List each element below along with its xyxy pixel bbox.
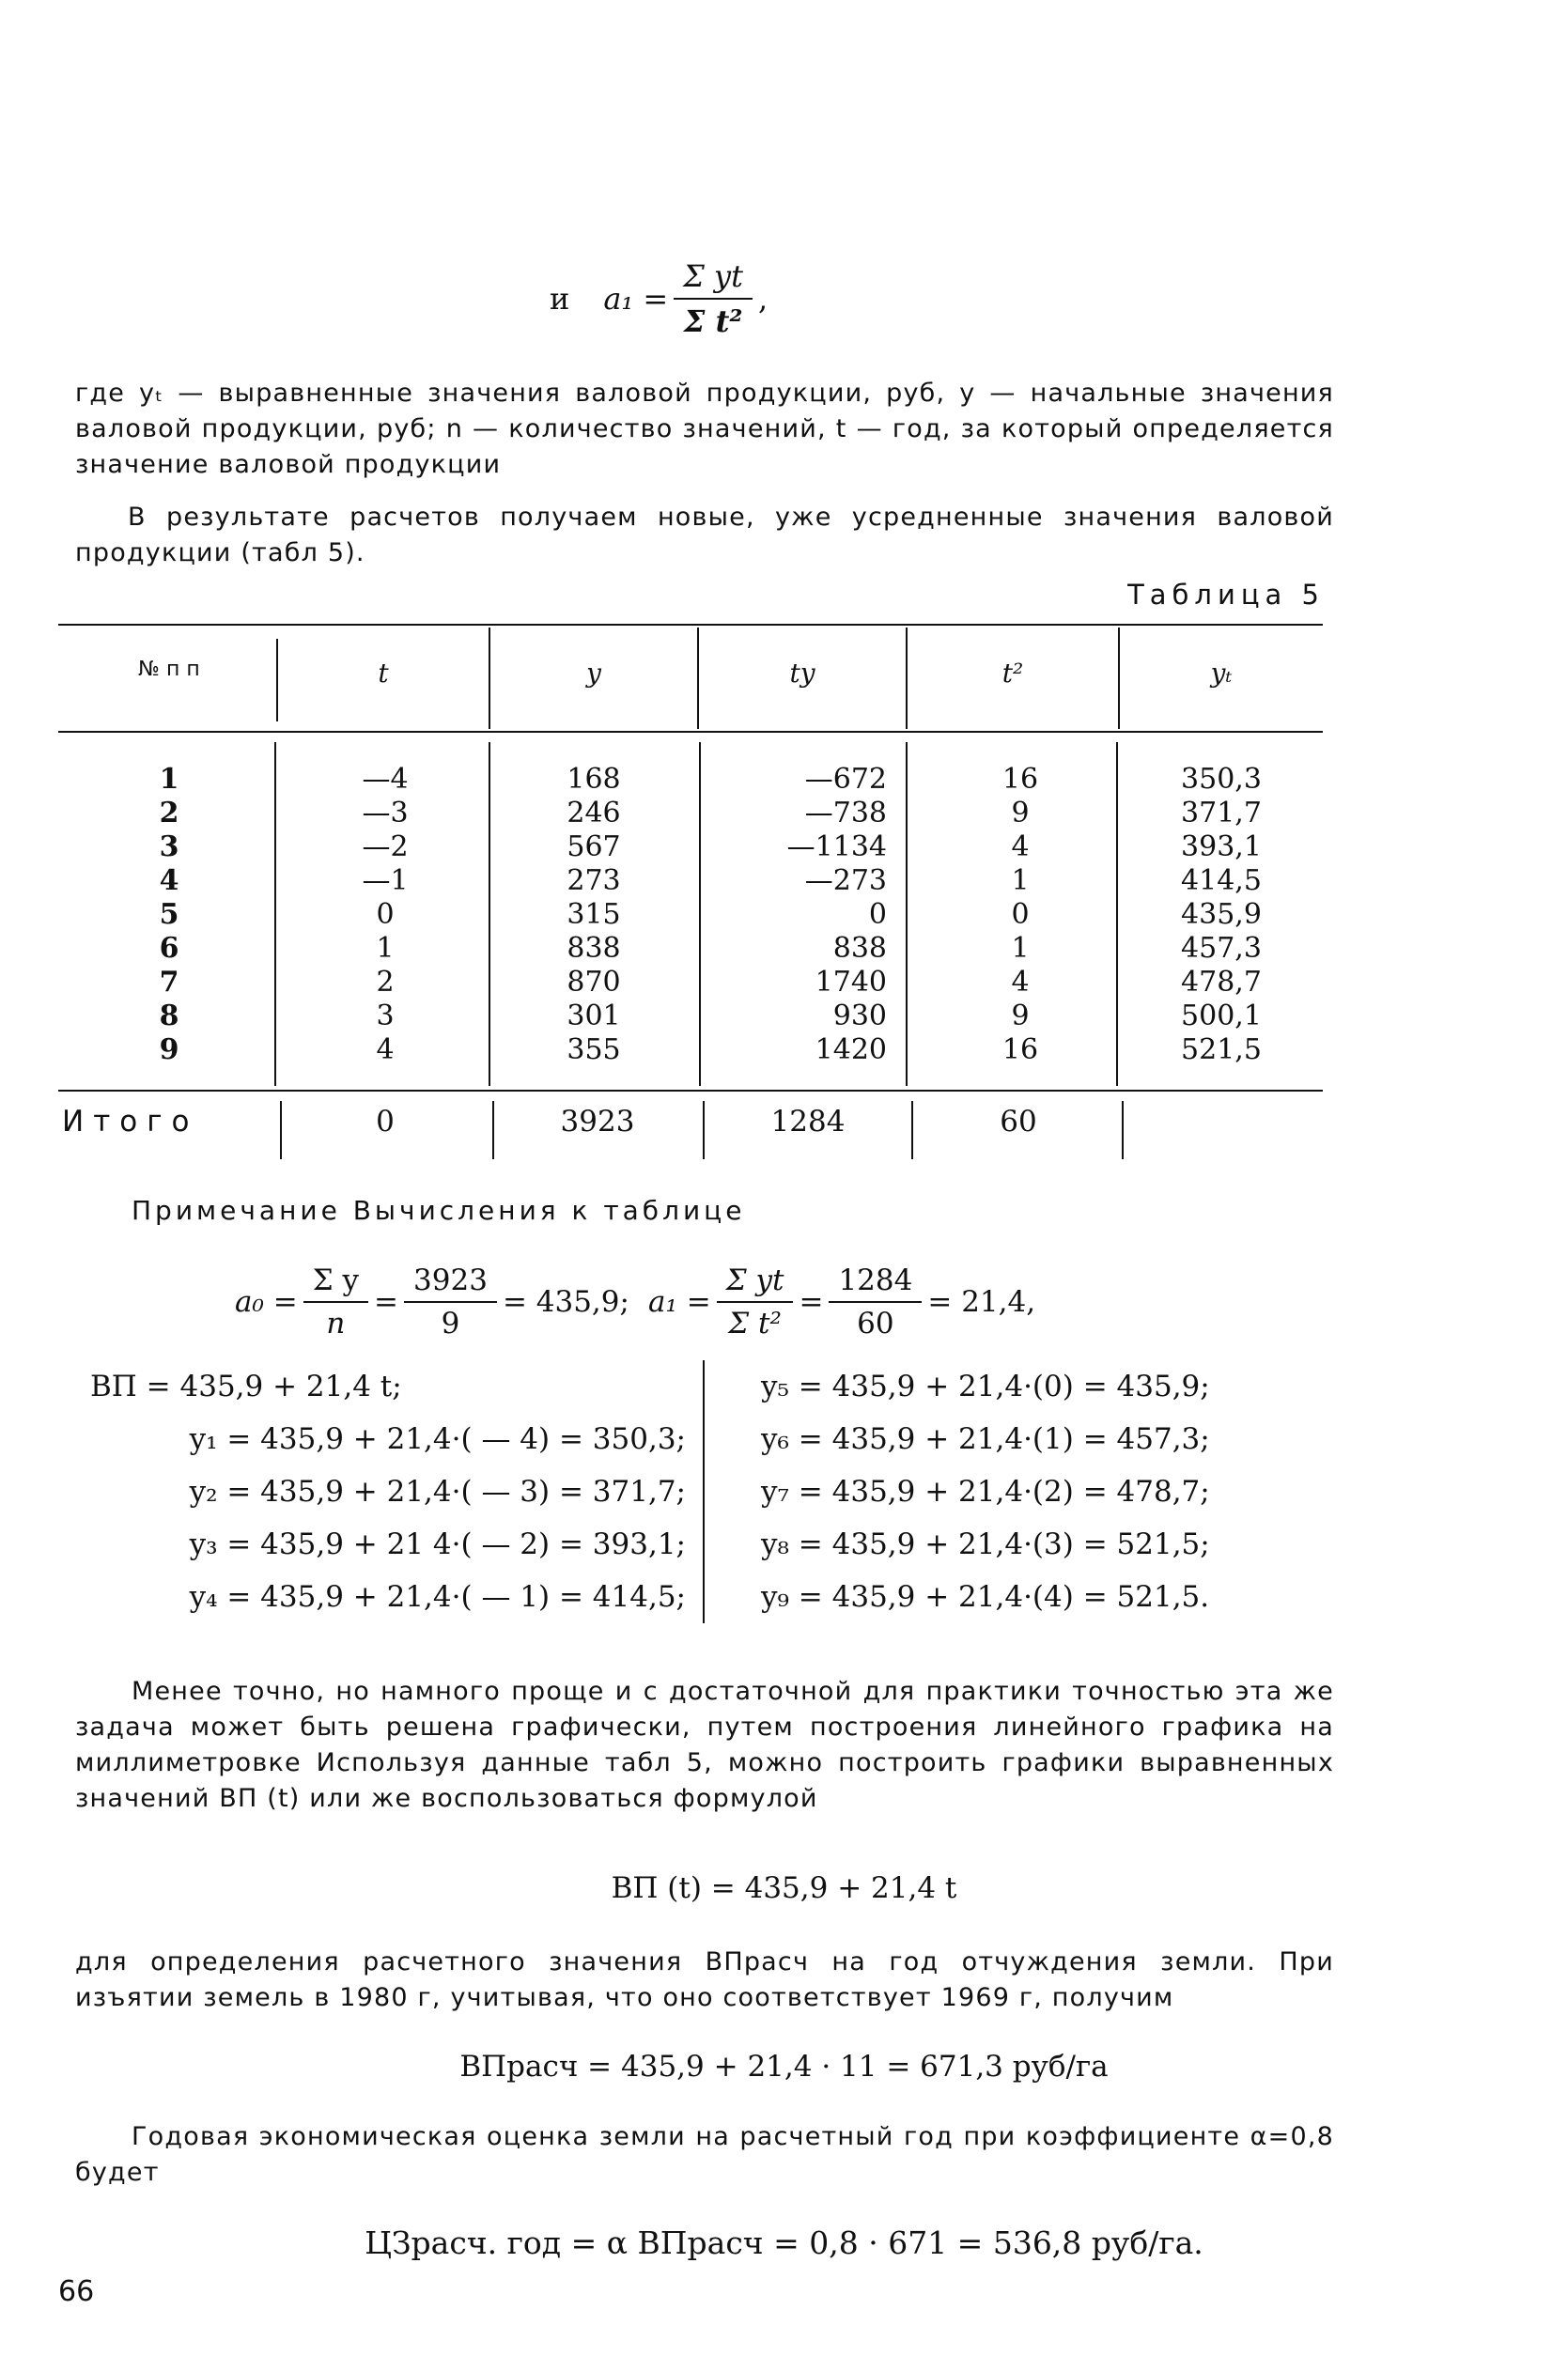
- calc-line: ВП = 435,9 + 21,4 t;: [90, 1370, 402, 1403]
- table-cell: 246: [567, 797, 621, 829]
- a0-den2: 9: [441, 1307, 460, 1341]
- top-formula: [550, 242, 944, 355]
- table-cell: 6: [159, 932, 179, 965]
- header-t: t: [378, 658, 389, 689]
- column-number: [94, 763, 244, 1067]
- graphic-paragraph: Менее точно, но намного проще и с достаточной для практики точностью эта же задача может быть решена графически, путем построения линейного графика на миллиметровке Используя данные табл 5, можно построить графики выравненных значений ВП (t) или же воспользоваться формулой: [75, 1677, 1334, 1813]
- calc-line: y₂ = 435,9 + 21,4·( — 3) = 371,7;: [189, 1475, 686, 1509]
- a0-num: Σ y: [303, 1263, 368, 1303]
- a0-eq: =: [374, 1285, 399, 1319]
- table-cell: 301: [567, 1000, 621, 1032]
- table-cell: 350,3: [1181, 763, 1262, 796]
- header-t2: t²: [1001, 658, 1024, 689]
- table-cell: 3: [159, 830, 179, 863]
- calc-line: y₉ = 435,9 + 21,4·(4) = 521,5.: [761, 1580, 1210, 1614]
- definitions-paragraph: где yₜ — выравненные значения валовой продукции, руб, y — начальные значения валовой продукции, руб; n — количество значений, t — год, за который определяется значение валовой продукции: [75, 379, 1334, 479]
- table-cell: 0: [868, 898, 887, 931]
- table-cell: 9: [1011, 1000, 1030, 1032]
- table-cell: 4: [159, 864, 179, 897]
- a0-result: = 435,9;: [502, 1285, 629, 1319]
- a1-lhs: a₁ =: [647, 1285, 711, 1319]
- table-cell: 9: [1011, 797, 1030, 829]
- table-header-rule: [58, 731, 1323, 733]
- table-cell: 16: [1001, 1033, 1039, 1066]
- table-cell: 371,7: [1181, 797, 1262, 829]
- table-cell: —4: [362, 763, 409, 796]
- table-cell: 930: [832, 1000, 887, 1032]
- table-cell: 0: [376, 898, 395, 931]
- header-number: № п п: [138, 658, 200, 681]
- table-cell: 414,5: [1181, 864, 1262, 897]
- table-cell: 9: [159, 1033, 179, 1066]
- top-formula-num: Σ yt: [674, 258, 753, 300]
- table-cell: —1: [362, 864, 409, 897]
- table-cell: 5: [159, 898, 179, 931]
- column-t: [310, 763, 460, 1067]
- table-cell: 0: [1011, 898, 1030, 931]
- table-cell: 1: [159, 763, 179, 796]
- table-cell: 478,7: [1181, 966, 1262, 999]
- total-y: 3923: [560, 1105, 635, 1139]
- table-vline: [906, 742, 908, 1086]
- calc-line: y₃ = 435,9 + 21 4·( — 2) = 393,1;: [189, 1527, 686, 1561]
- note-formulas: [235, 1246, 1268, 1358]
- table-cell: 521,5: [1181, 1033, 1262, 1066]
- table-cell: —2: [362, 830, 409, 863]
- header-yt: yₜ: [1210, 658, 1233, 689]
- table-cell: 2: [376, 966, 395, 999]
- table-vline: [492, 1101, 494, 1159]
- top-formula-prefix: и: [550, 281, 570, 317]
- table-cell: 2: [159, 797, 179, 829]
- column-t2: [945, 763, 1095, 1067]
- table-vline: [274, 742, 276, 1086]
- table-cell: 870: [567, 966, 621, 999]
- table-vline: [1122, 1101, 1124, 1159]
- table-cell: 315: [567, 898, 621, 931]
- calc-line: y₇ = 435,9 + 21,4·(2) = 478,7;: [761, 1475, 1210, 1509]
- table-cell: 7: [159, 966, 179, 999]
- table-cell: —672: [804, 763, 887, 796]
- table-cell: 355: [567, 1033, 621, 1066]
- table-cell: 838: [567, 932, 621, 965]
- table-cell: 4: [376, 1033, 395, 1066]
- table-cell: 1: [1011, 864, 1030, 897]
- calc-line: y₁ = 435,9 + 21,4·( — 4) = 350,3;: [189, 1422, 686, 1456]
- table-cell: —273: [804, 864, 887, 897]
- a0-den: n: [326, 1307, 346, 1341]
- a1-fraction: [717, 1263, 794, 1341]
- annual-paragraph: Годовая экономическая оценка земли на расчетный год при коэффициенте α=0,8 будет: [75, 2122, 1334, 2187]
- determination-paragraph: для определения расчетного значения ВПрасч на год отчуждения земли. При изъятии земель в 1980 г, учитывая, что оно соответствует 1969 г, получим: [75, 1947, 1334, 2012]
- top-formula-suffix: ,: [757, 281, 768, 317]
- table-cell: 1: [376, 932, 395, 965]
- table-vline: [1116, 742, 1118, 1086]
- intro-paragraph: В результате расчетов получаем новые, уже усредненные значения валовой продукции (табл 5).: [75, 503, 1334, 567]
- total-label: Итого: [62, 1105, 199, 1139]
- column-y: [519, 763, 669, 1067]
- table-vline: [703, 1101, 705, 1159]
- table-top-rule: [58, 624, 1323, 626]
- table-vline: [280, 1101, 282, 1159]
- top-formula-lhs: a₁ =: [603, 281, 669, 317]
- table-vline: [911, 1101, 913, 1159]
- table-vline: [489, 742, 490, 1086]
- calc-divider: [703, 1360, 705, 1623]
- a0-lhs: a₀ =: [235, 1285, 298, 1319]
- table-cell: 435,9: [1181, 898, 1262, 931]
- total-t2: 60: [1000, 1105, 1037, 1139]
- top-formula-fraction: [674, 258, 753, 339]
- calc-line: y₄ = 435,9 + 21,4·( — 1) = 414,5;: [189, 1580, 686, 1614]
- column-yt: [1146, 763, 1296, 1067]
- table-cell: 1: [1011, 932, 1030, 965]
- note-title: Примечание Вычисления к таблице: [132, 1195, 746, 1226]
- a0-fraction: [303, 1263, 368, 1341]
- page-number: 66: [58, 2275, 95, 2308]
- table-cell: 393,1: [1181, 830, 1262, 863]
- table-vline: [699, 742, 701, 1086]
- header-y: y: [586, 658, 601, 689]
- a1-num2: 1284: [829, 1263, 922, 1303]
- formula-vp-rasch: ВПрасч = 435,9 + 21,4 · 11 = 671,3 руб/га: [459, 2050, 1109, 2084]
- a1-den: Σ t²: [728, 1307, 782, 1341]
- a1-num: Σ yt: [717, 1263, 794, 1303]
- column-ty: [727, 763, 887, 1067]
- table-cell: 168: [567, 763, 621, 796]
- calc-left-column: [85, 1360, 686, 1623]
- table-cell: —1134: [786, 830, 887, 863]
- table-cell: —3: [362, 797, 409, 829]
- table-caption: Таблица 5: [1127, 579, 1325, 611]
- table-cell: 4: [1011, 830, 1030, 863]
- table-cell: 1740: [815, 966, 887, 999]
- table-cell: 567: [567, 830, 621, 863]
- table-body-rule: [58, 1090, 1323, 1092]
- formula-vp-t: ВП (t) = 435,9 + 21,4 t: [611, 1871, 957, 1905]
- a1-result: = 21,4,: [927, 1285, 1036, 1319]
- total-t: 0: [376, 1105, 395, 1139]
- table-cell: 8: [159, 1000, 179, 1032]
- a0-num2: 3923: [404, 1263, 497, 1303]
- calc-line: y₈ = 435,9 + 21,4·(3) = 521,5;: [761, 1527, 1210, 1561]
- table-cell: 457,3: [1181, 932, 1262, 965]
- table-cell: 4: [1011, 966, 1030, 999]
- table-cell: 1420: [815, 1033, 887, 1066]
- table-cell: 500,1: [1181, 1000, 1262, 1032]
- table-cell: 838: [832, 932, 887, 965]
- calc-line: y₅ = 435,9 + 21,4·(0) = 435,9;: [761, 1370, 1210, 1403]
- table-cell: 273: [567, 864, 621, 897]
- a0-fraction-numeric: [404, 1263, 497, 1341]
- formula-cz: ЦЗрасч. год = α ВПрасч = 0,8 · 671 = 536,8 руб/га.: [365, 2224, 1203, 2261]
- table-cell: 3: [376, 1000, 395, 1032]
- header-ty: ty: [789, 658, 815, 689]
- a1-den2: 60: [857, 1307, 894, 1341]
- calc-line: y₆ = 435,9 + 21,4·(1) = 457,3;: [761, 1422, 1210, 1456]
- table-cell: 16: [1001, 763, 1039, 796]
- calc-right-column: [761, 1360, 1287, 1623]
- total-ty: 1284: [770, 1105, 846, 1139]
- a1-fraction-numeric: [829, 1263, 922, 1341]
- table-cell: —738: [804, 797, 887, 829]
- top-formula-den: Σ t²: [683, 303, 743, 339]
- a1-eq: =: [799, 1285, 824, 1319]
